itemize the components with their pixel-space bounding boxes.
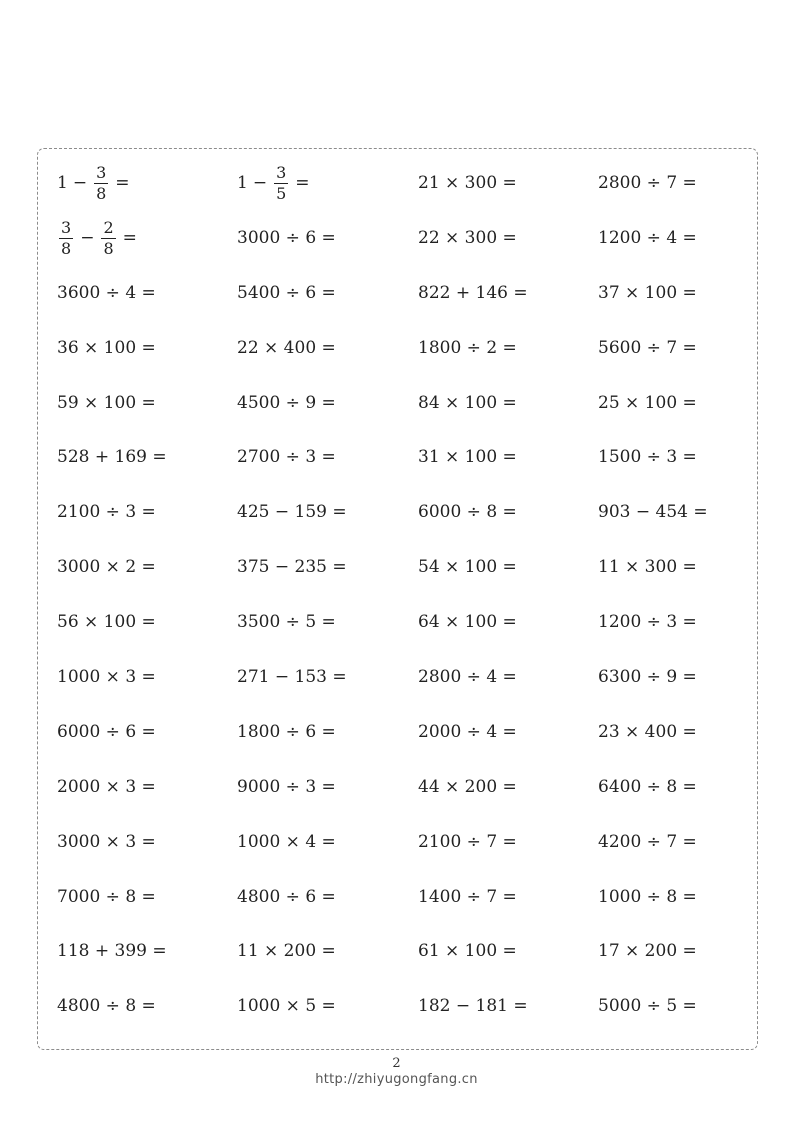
- problem: 6400 ÷ 8 =: [598, 776, 697, 797]
- problem-row: [57, 870, 757, 925]
- problem: 4200 ÷ 7 =: [598, 831, 697, 852]
- problem: 21 × 300 =: [418, 172, 517, 193]
- fraction: [94, 162, 108, 203]
- numerator: 2: [103, 217, 114, 237]
- problem-fraction-subtraction: [237, 156, 315, 211]
- problem: 25 × 100 =: [598, 392, 697, 413]
- problem: 1200 ÷ 4 =: [598, 227, 697, 248]
- whole-number: 1: [237, 172, 248, 193]
- problem: 1200 ÷ 3 =: [598, 612, 697, 633]
- problem: 2100 ÷ 3 =: [57, 502, 156, 523]
- problem: 84 × 100 =: [418, 392, 517, 413]
- numerator: 3: [96, 162, 107, 182]
- problem: 4800 ÷ 6 =: [237, 886, 336, 907]
- problem: 118 + 399 =: [57, 941, 167, 962]
- equals-sign: =: [115, 172, 130, 193]
- problem: 822 + 146 =: [418, 282, 528, 303]
- problem: 425 − 159 =: [237, 502, 347, 523]
- problem: 1000 ÷ 8 =: [598, 886, 697, 907]
- problem: 3500 ÷ 5 =: [237, 612, 336, 633]
- problem: 64 × 100 =: [418, 612, 517, 633]
- problem: 3000 × 2 =: [57, 557, 156, 578]
- denominator: 8: [96, 183, 107, 203]
- problem: 59 × 100 =: [57, 392, 156, 413]
- problem-row: [57, 485, 757, 540]
- problem: 2000 ÷ 4 =: [418, 721, 517, 742]
- minus-sign: −: [80, 227, 95, 248]
- fraction: [59, 217, 73, 258]
- problem: 3000 × 3 =: [57, 831, 156, 852]
- problem-row: [57, 266, 757, 321]
- problem: 61 × 100 =: [418, 941, 517, 962]
- problem: 2800 ÷ 4 =: [418, 666, 517, 687]
- numerator: 3: [61, 217, 72, 237]
- problem: 3600 ÷ 4 =: [57, 282, 156, 303]
- problem: 1800 ÷ 6 =: [237, 721, 336, 742]
- problem-row: [57, 705, 757, 760]
- problem: 271 − 153 =: [237, 666, 347, 687]
- page-number: 2: [392, 1056, 401, 1071]
- problem: 4800 ÷ 8 =: [57, 996, 156, 1017]
- problem: 1500 ÷ 3 =: [598, 447, 697, 468]
- site-url: http://zhiyugongfang.cn: [315, 1072, 478, 1087]
- problem-fraction-subtraction: [57, 156, 135, 211]
- problem: 11 × 200 =: [237, 941, 336, 962]
- problem: 37 × 100 =: [598, 282, 697, 303]
- problem: 375 − 235 =: [237, 557, 347, 578]
- equals-sign: =: [122, 227, 137, 248]
- problem-row: [57, 650, 757, 705]
- problem: 5000 ÷ 5 =: [598, 996, 697, 1017]
- problem: 22 × 300 =: [418, 227, 517, 248]
- problem: 31 × 100 =: [418, 447, 517, 468]
- problem: 6000 ÷ 8 =: [418, 502, 517, 523]
- problem: 2000 × 3 =: [57, 776, 156, 797]
- problem: 4500 ÷ 9 =: [237, 392, 336, 413]
- problem-row: [57, 211, 757, 266]
- problem-row: [57, 924, 757, 979]
- problem: 44 × 200 =: [418, 776, 517, 797]
- minus-sign: −: [72, 172, 88, 193]
- problem-row: [57, 156, 757, 211]
- problem-grid: [57, 156, 757, 1034]
- problem-row: [57, 376, 757, 431]
- problem: 528 + 169 =: [57, 447, 167, 468]
- problem: 5400 ÷ 6 =: [237, 282, 336, 303]
- problem: 7000 ÷ 8 =: [57, 886, 156, 907]
- equals-sign: =: [295, 172, 310, 193]
- problem: 5600 ÷ 7 =: [598, 337, 697, 358]
- problem-row: [57, 540, 757, 595]
- problem: 1800 ÷ 2 =: [418, 337, 517, 358]
- problem-row: [57, 979, 757, 1034]
- minus-sign: −: [252, 172, 268, 193]
- problem: 1000 × 5 =: [237, 996, 336, 1017]
- problem-row: [57, 595, 757, 650]
- problem: 56 × 100 =: [57, 612, 156, 633]
- fraction: [274, 162, 288, 203]
- problem-row: [57, 430, 757, 485]
- problem: 22 × 400 =: [237, 337, 336, 358]
- problem: 2800 ÷ 7 =: [598, 172, 697, 193]
- problem: 2100 ÷ 7 =: [418, 831, 517, 852]
- numerator: 3: [276, 162, 287, 182]
- problem: 36 × 100 =: [57, 337, 156, 358]
- denominator: 8: [103, 238, 114, 258]
- problem: 9000 ÷ 3 =: [237, 776, 336, 797]
- whole-number: 1: [57, 172, 68, 193]
- problem: 1400 ÷ 7 =: [418, 886, 517, 907]
- problem: 6300 ÷ 9 =: [598, 666, 697, 687]
- problem: 182 − 181 =: [418, 996, 528, 1017]
- problem: 1000 × 4 =: [237, 831, 336, 852]
- problem: 54 × 100 =: [418, 557, 517, 578]
- problem: 23 × 400 =: [598, 721, 697, 742]
- problem: 903 − 454 =: [598, 502, 708, 523]
- problem-fraction-subtraction: [57, 211, 142, 266]
- problem: 6000 ÷ 6 =: [57, 721, 156, 742]
- problem: 3000 ÷ 6 =: [237, 227, 336, 248]
- problem: 2700 ÷ 3 =: [237, 447, 336, 468]
- problem-row: [57, 760, 757, 815]
- problem: 17 × 200 =: [598, 941, 697, 962]
- problem-row: [57, 815, 757, 870]
- problem: 1000 × 3 =: [57, 666, 156, 687]
- problem-row: [57, 321, 757, 376]
- problem: 11 × 300 =: [598, 557, 697, 578]
- denominator: 8: [61, 238, 72, 258]
- fraction: [101, 217, 115, 258]
- denominator: 5: [276, 183, 287, 203]
